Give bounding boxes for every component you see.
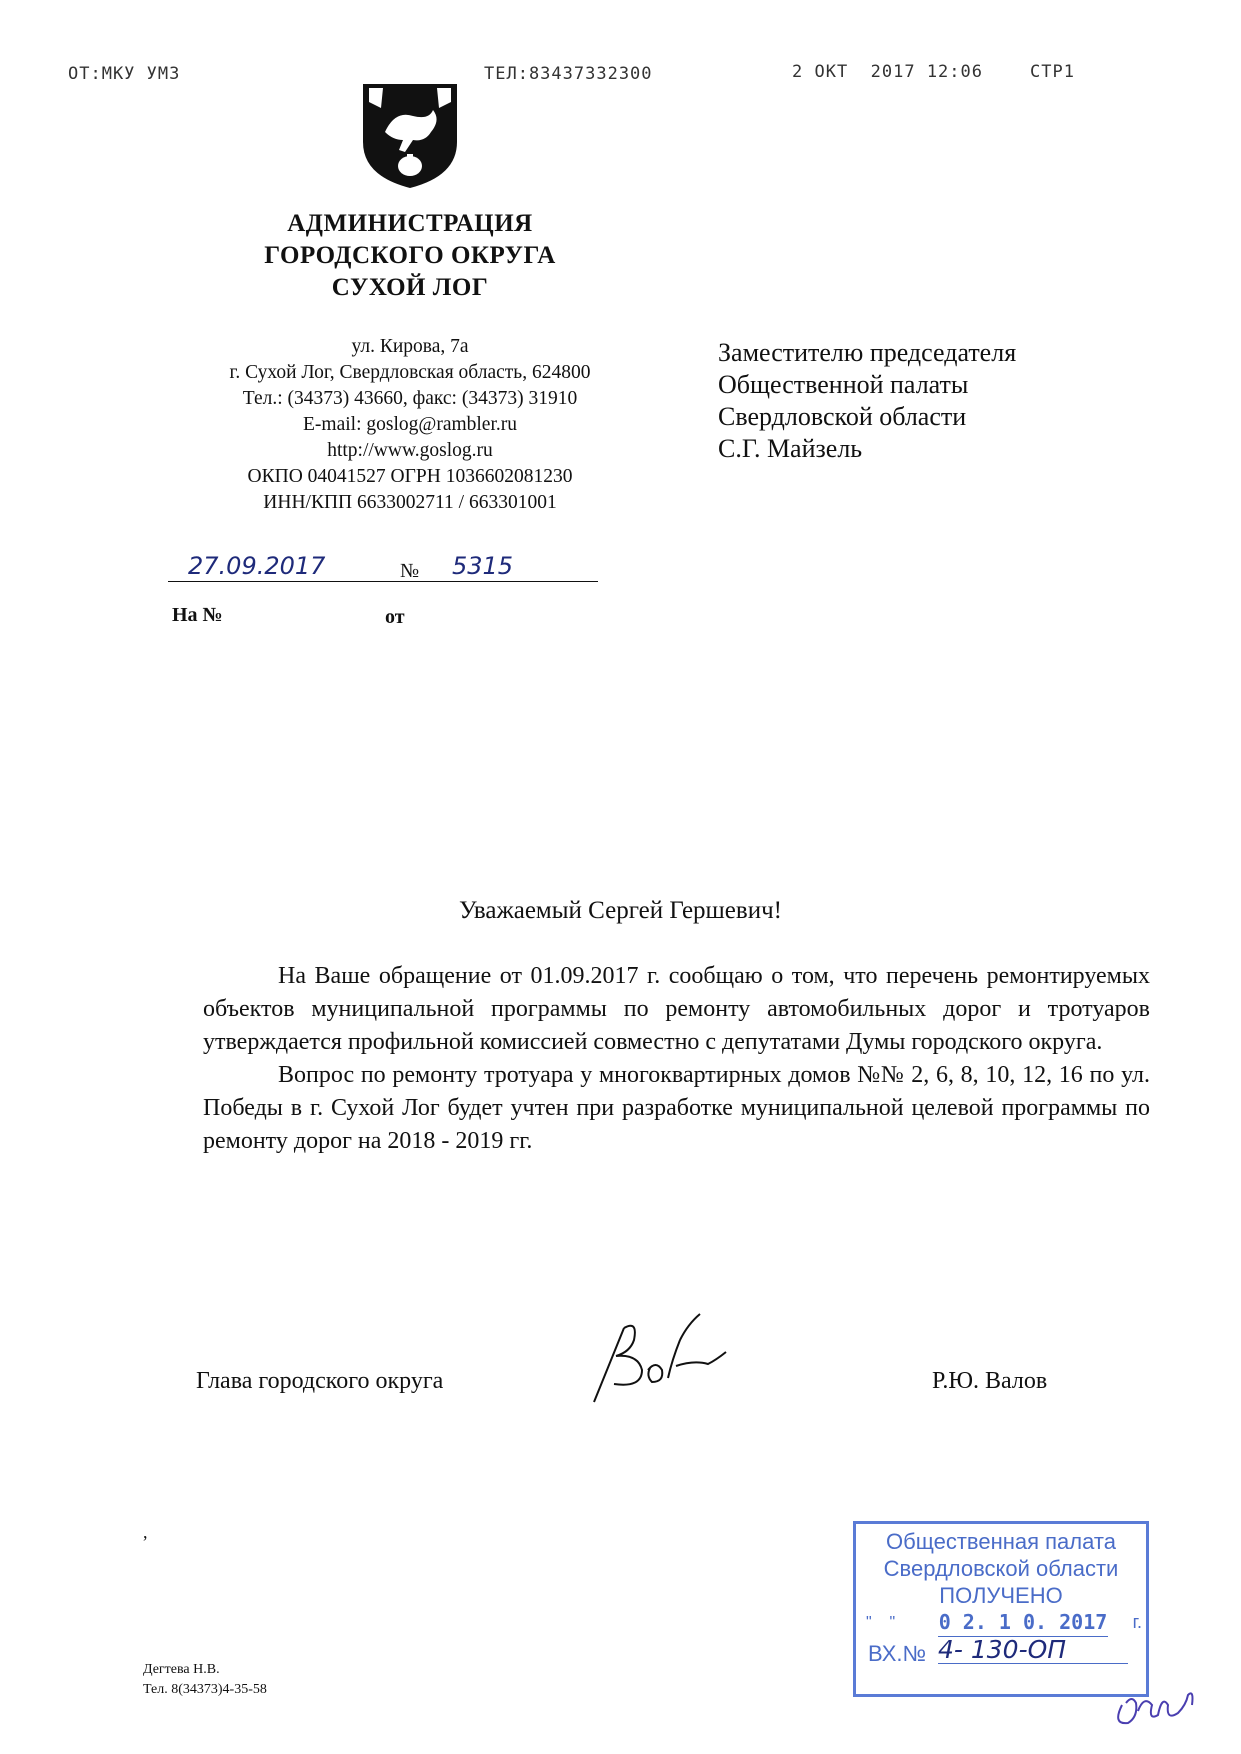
org-name-line-1: АДМИНИСТРАЦИЯ xyxy=(287,210,533,237)
fax-from: ОТ:МКУ УМЗ xyxy=(68,64,181,84)
stamp-incoming-row xyxy=(856,1636,1146,1670)
ref-number-label: № xyxy=(400,560,420,582)
signatory-position: Глава городского округа xyxy=(196,1368,444,1394)
stray-mark: , xyxy=(143,1522,148,1542)
reply-to-label: На № xyxy=(172,604,223,626)
recipient-line-1: Заместителю председателя xyxy=(718,338,1017,367)
executor-name: Дегтева Н.В. xyxy=(143,1662,220,1677)
stamp-date-prefix: " " xyxy=(866,1614,896,1631)
ref-date-handwritten: 27.09.2017 xyxy=(188,552,326,580)
letter-body xyxy=(203,960,1150,1158)
address-phone: Тел.: (34373) 43660, факс: (34373) 31910 xyxy=(242,388,578,409)
sender-address-block xyxy=(150,334,670,516)
ref-underline xyxy=(168,581,598,582)
stamp-incoming-number: 4- 130-ОП xyxy=(938,1636,1128,1664)
address-city: г. Сухой Лог, Свердловская область, 624800 xyxy=(229,362,591,383)
address-website: http://www.goslog.ru xyxy=(327,440,493,461)
recipient-block xyxy=(718,337,1016,465)
address-email: E-mail: goslog@rambler.ru xyxy=(303,414,517,435)
recipient-line-2: Общественной палаты xyxy=(718,370,969,399)
executor-block xyxy=(143,1660,267,1700)
coat-of-arms-emblem xyxy=(355,80,465,195)
recipient-line-4: С.Г. Майзель xyxy=(718,434,863,463)
fax-date: 2 ОКТ 2017 12:06 xyxy=(792,62,983,82)
body-paragraph-1: На Ваше обращение от 01.09.2017 г. сообщаю о том, что перечень ремонтируемых объектов муниципальной программы по ремонту автомобильных дорог и тротуаров утверждается профильной комиссией совместно с депутатами Думы городского округа. xyxy=(203,963,1150,1055)
address-okpo-ogrn: ОКПО 04041527 ОГРН 1036602081230 xyxy=(247,466,573,487)
org-name-line-2: ГОРОДСКОГО ОКРУГА xyxy=(264,242,556,269)
stamp-line-3: ПОЛУЧЕНО xyxy=(939,1583,1063,1608)
address-street: ул. Кирова, 7а xyxy=(351,336,469,357)
stamp-initials-scribble xyxy=(1108,1665,1198,1740)
stamp-line-1: Общественная палата xyxy=(886,1529,1116,1554)
stamp-date: 0 2. 1 0. 2017 xyxy=(938,1609,1108,1637)
signatory-name: Р.Ю. Валов xyxy=(932,1368,1048,1394)
ref-number-handwritten: 5315 xyxy=(452,552,514,580)
handwritten-signature xyxy=(576,1300,776,1415)
fax-phone: ТЕЛ:83437332300 xyxy=(484,64,653,84)
reply-from-label: от xyxy=(385,606,405,628)
org-name-line-3: СУХОЙ ЛОГ xyxy=(331,274,489,301)
recipient-line-3: Свердловской области xyxy=(718,402,967,431)
body-paragraph-2: Вопрос по ремонту тротуара у многоквартирных домов №№ 2, 6, 8, 10, 12, 16 по ул. Победы в г. Сухой Лог будет учтен при разработке муниципальной целевой программы по ремонту дорог на 2018 - 2019 гг. xyxy=(203,1062,1150,1154)
stamp-year-suffix: г. xyxy=(1132,1612,1142,1632)
stamp-incoming-label: ВХ.№ xyxy=(868,1641,927,1666)
salutation: Уважаемый Сергей Гершевич! xyxy=(459,897,782,924)
stamp-date-row xyxy=(856,1609,1146,1636)
executor-phone: Тел. 8(34373)4-35-58 xyxy=(143,1682,267,1697)
received-stamp xyxy=(853,1521,1149,1697)
fax-page: СТР1 xyxy=(1030,62,1075,82)
address-inn-kpp: ИНН/КПП 6633002711 / 663301001 xyxy=(263,492,557,513)
stamp-line-2: Свердловской области xyxy=(883,1556,1119,1581)
